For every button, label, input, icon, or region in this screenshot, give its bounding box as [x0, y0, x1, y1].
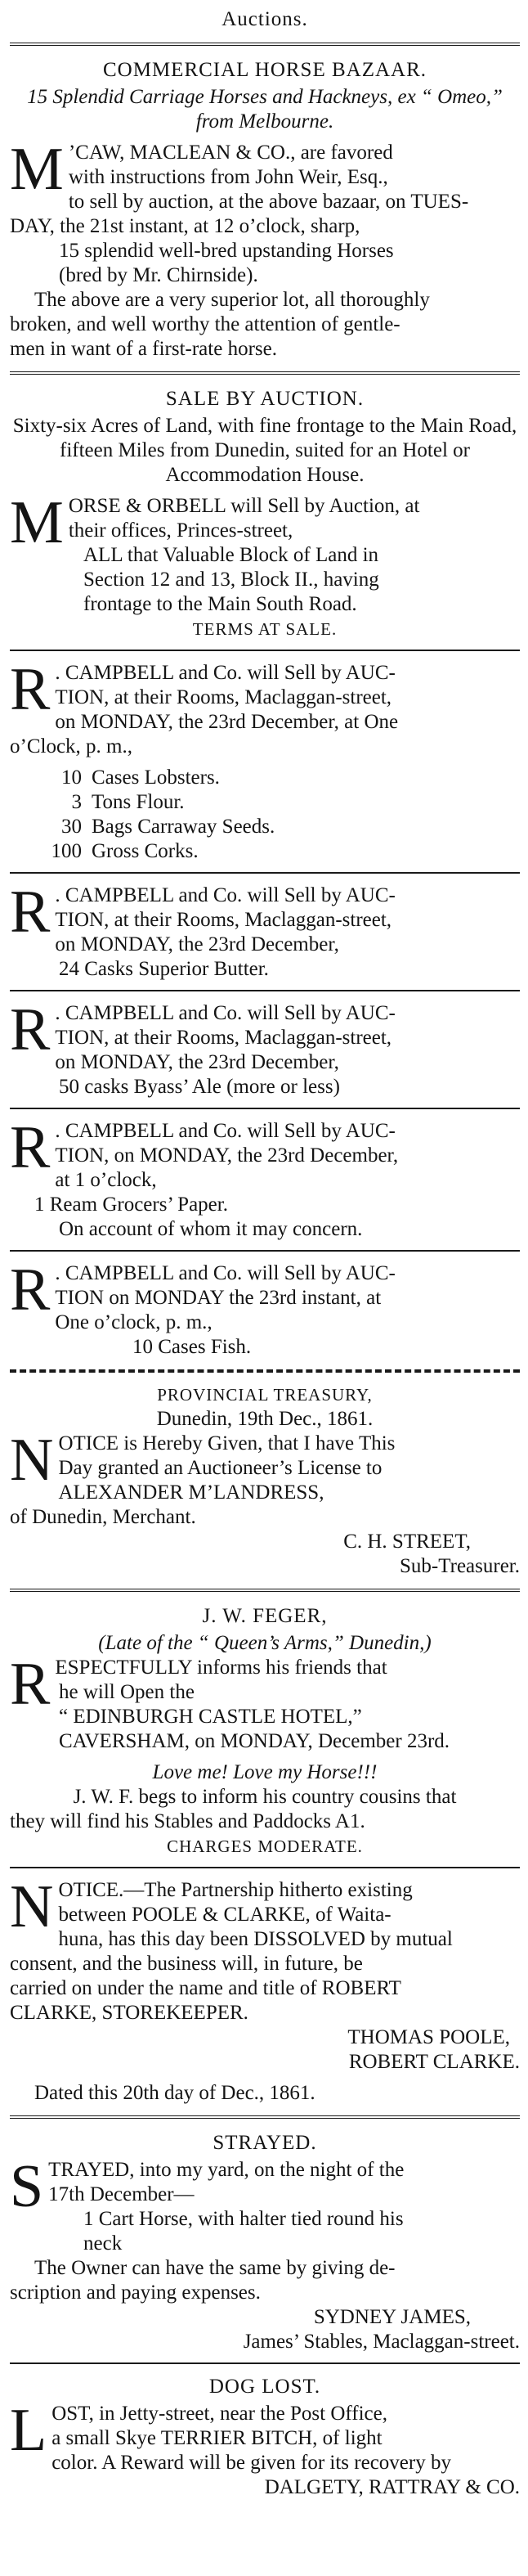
ad-line: 1 Cart Horse, with halter tied round his [83, 2208, 404, 2230]
lot-row [10, 815, 520, 839]
divider [10, 2115, 520, 2119]
ad-line: men in want of a first-rate horse. [10, 338, 277, 360]
ad-note: On account of whom it may concern. [59, 1218, 363, 1240]
drop-cap: S [10, 2153, 44, 2220]
signature: THOMAS POOLE, [347, 2026, 510, 2048]
section-title: Auctions. [221, 8, 308, 30]
ad-line: . CAMPBELL and Co. will Sell by AUC- [55, 1002, 396, 1024]
ad-line: . CAMPBELL and Co. will Sell by AUC- [55, 884, 396, 906]
ad-slogan: Love me! Love my Horse!!! [152, 1761, 378, 1783]
ad-line: TION, at their Rooms, Maclaggan-street, [55, 1027, 392, 1049]
ad-line: neck [83, 2232, 123, 2255]
ad-line: OST, in Jetty-street, near the Post Office, [51, 2403, 387, 2425]
notice-date: Dunedin, 19th Dec., 1861. [156, 1408, 374, 1430]
divider [10, 990, 520, 991]
ad-line: 15 splendid well-bred upstanding Horses [59, 240, 394, 262]
ad-line: One o’clock, p. m., [55, 1311, 213, 1333]
ad-line: on MONDAY, the 23rd December, at One [55, 711, 399, 733]
lot-row [10, 839, 520, 864]
ad-line: CLARKE, STOREKEEPER. [10, 2002, 248, 2024]
ad-line: to sell by auction, at the above bazaar, on TUES- [68, 191, 469, 213]
ad-dog-lost [10, 2374, 520, 2500]
drop-cap: N [10, 1873, 54, 1940]
ad-heading: DOG LOST. [208, 2376, 321, 2398]
ad-line: he will Open the [59, 1681, 195, 1703]
divider [10, 872, 520, 874]
lot-item: Bags Carraway Seeds. [92, 816, 275, 838]
ad-line: . CAMPBELL and Co. will Sell by AUC- [55, 662, 396, 684]
ad-line: they will find his Stables and Paddocks A1. [10, 1810, 365, 1832]
ad-line: ALEXANDER M’LANDRESS, [58, 1481, 324, 1504]
ad-line: their offices, Princes-street, [68, 519, 293, 542]
ad-line: ’CAW, MACLEAN & CO., are favored [68, 142, 393, 164]
ad-line: at 1 o’clock, [55, 1169, 157, 1191]
ad-line: ESPECTFULLY informs his friends that [55, 1657, 387, 1679]
ad-item: 24 Casks Superior Butter. [59, 958, 269, 980]
ad-line: TION, on MONDAY, the 23rd December, [55, 1144, 399, 1167]
ad-heading: COMMERCIAL HORSE BAZAAR. [102, 59, 427, 81]
drop-cap: M [10, 489, 64, 556]
divider [10, 1867, 520, 1868]
ad-line: TRAYED, into my yard, on the night of the [48, 2159, 405, 2181]
drop-cap: R [10, 1114, 51, 1181]
ad-intro: Sixty-six Acres of Land, with fine frontage to the Main Road, fifteen Miles from Dunedin, suited for an Hotel or Accommodation House. [12, 415, 522, 486]
ad-line: huna, has this day been DISSOLVED by mutual [58, 1928, 453, 1950]
signature-title: James’ Stables, Maclaggan-street. [243, 2331, 520, 2353]
ad-campbell-1 [10, 656, 520, 864]
signature: SYDNEY JAMES, [313, 2306, 471, 2328]
ad-horse-bazaar [10, 57, 520, 362]
divider [10, 650, 520, 651]
ad-line: OTICE is Hereby Given, that I have This [58, 1432, 396, 1454]
ad-heading: SALE BY AUCTION. [165, 388, 365, 410]
ad-terms: TERMS AT SALE. [192, 619, 338, 639]
ad-heading: STRAYED. [213, 2132, 317, 2154]
ad-line: TION, at their Rooms, Maclaggan-street, [55, 686, 392, 708]
divider [10, 1108, 520, 1109]
ad-line: of Dunedin, Merchant. [10, 1506, 196, 1528]
ad-line: The above are a very superior lot, all thoroughly [34, 289, 430, 311]
drop-cap: R [10, 996, 51, 1063]
ad-line: scription and paying expenses. [10, 2282, 261, 2304]
ad-line: DAY, the 21st instant, at 12 o’clock, sharp, [10, 215, 360, 237]
ad-item: 50 casks Byass’ Ale (more or less) [59, 1076, 340, 1098]
ad-line: Section 12 and 13, Block II., having [83, 569, 379, 591]
notice-date: Dated this 20th day of Dec., 1861. [34, 2082, 315, 2104]
lot-qty: 10 [61, 767, 82, 789]
lot-qty: 3 [71, 791, 82, 813]
ad-line: color. A Reward will be given for its recovery by [51, 2452, 451, 2474]
ad-line: ORSE & ORBELL will Sell by Auction, at [68, 495, 420, 517]
ad-line: The Owner can have the same by giving de- [34, 2257, 396, 2279]
ad-line: (bred by Mr. Chirnside). [59, 264, 258, 286]
signature: DALGETY, RATTRAY & CO. [264, 2476, 520, 2498]
ad-charges: CHARGES MODERATE. [167, 1836, 363, 1856]
divider [10, 371, 520, 375]
ad-line: o’Clock, p. m., [10, 735, 132, 758]
ad-line: CAVERSHAM, on MONDAY, December 23rd. [59, 1730, 450, 1752]
divider [10, 1369, 520, 1373]
ad-campbell-5 [10, 1257, 520, 1360]
ad-line: carried on under the name and title of ROBERT [10, 1977, 401, 1999]
lot-qty: 30 [61, 816, 82, 838]
drop-cap: L [10, 2397, 47, 2464]
ad-line: with instructions from John Weir, Esq., [68, 166, 388, 188]
drop-cap: N [10, 1427, 54, 1494]
ad-partnership-notice [10, 1873, 520, 2106]
ad-line: on MONDAY, the 23rd December, [55, 933, 339, 955]
ad-line: broken, and well worthy the attention of gentle- [10, 313, 400, 335]
ad-line: ALL that Valuable Block of Land in [83, 544, 379, 566]
lot-item: Tons Flour. [92, 791, 185, 813]
drop-cap: R [10, 1651, 51, 1718]
ad-line: “ EDINBURGH CASTLE HOTEL,” [59, 1706, 362, 1728]
ad-line: . CAMPBELL and Co. will Sell by AUC- [55, 1120, 396, 1142]
ad-subheading: 15 Splendid Carriage Horses and Hackneys, ex “ Omeo,” from Melbourne. [27, 86, 508, 133]
ad-feger-hotel [10, 1603, 520, 1859]
ad-strayed [10, 2130, 520, 2354]
ad-line: TION on MONDAY the 23rd instant, at [55, 1287, 382, 1309]
ad-campbell-4 [10, 1114, 520, 1242]
ad-campbell-3 [10, 996, 520, 1099]
ad-land-sale [10, 386, 520, 641]
divider [10, 43, 520, 46]
lot-list [10, 766, 520, 864]
ad-line: J. W. F. begs to inform his country cousins that [73, 1786, 457, 1808]
signature-title: Sub-Treasurer. [400, 1555, 520, 1577]
ad-line: 17th December— [48, 2183, 195, 2205]
ad-line: Day granted an Auctioneer’s License to [58, 1457, 383, 1479]
ad-subheading: (Late of the “ Queen’s Arms,” Dunedin,) [98, 1632, 432, 1654]
ad-line: a small Skye TERRIER BITCH, of light [51, 2427, 383, 2449]
ad-item: 10 Cases Fish. [132, 1336, 252, 1358]
ad-line: frontage to the Main South Road. [83, 593, 357, 615]
ad-treasury-notice [10, 1382, 520, 1579]
lot-qty: 100 [51, 840, 82, 862]
divider [10, 1589, 520, 1592]
lot-row [10, 790, 520, 815]
drop-cap: M [10, 136, 64, 203]
drop-cap: R [10, 656, 51, 723]
divider [10, 1250, 520, 1252]
ad-item: 1 Ream Grocers’ Paper. [34, 1194, 228, 1216]
ad-line: OTICE.—The Partnership hitherto existing [58, 1879, 413, 1901]
drop-cap: R [10, 879, 51, 946]
notice-office: PROVINCIAL TREASURY, [157, 1385, 373, 1405]
signature: ROBERT CLARKE. [348, 2051, 520, 2073]
ad-campbell-2 [10, 879, 520, 982]
ad-line: . CAMPBELL and Co. will Sell by AUC- [55, 1262, 396, 1284]
ad-line: TION, at their Rooms, Maclaggan-street, [55, 909, 392, 931]
signature: C. H. STREET, [343, 1531, 471, 1553]
lot-item: Cases Lobsters. [92, 767, 220, 789]
ad-line: on MONDAY, the 23rd December, [55, 1051, 339, 1073]
divider [10, 2362, 520, 2364]
ad-heading: J. W. FEGER, [202, 1605, 328, 1627]
ad-line: between POOLE & CLARKE, of Waita- [58, 1904, 392, 1926]
lot-row [10, 766, 520, 790]
ad-line: consent, and the business will, in future, be [10, 1953, 363, 1975]
drop-cap: R [10, 1257, 51, 1324]
lot-item: Gross Corks. [92, 840, 199, 862]
